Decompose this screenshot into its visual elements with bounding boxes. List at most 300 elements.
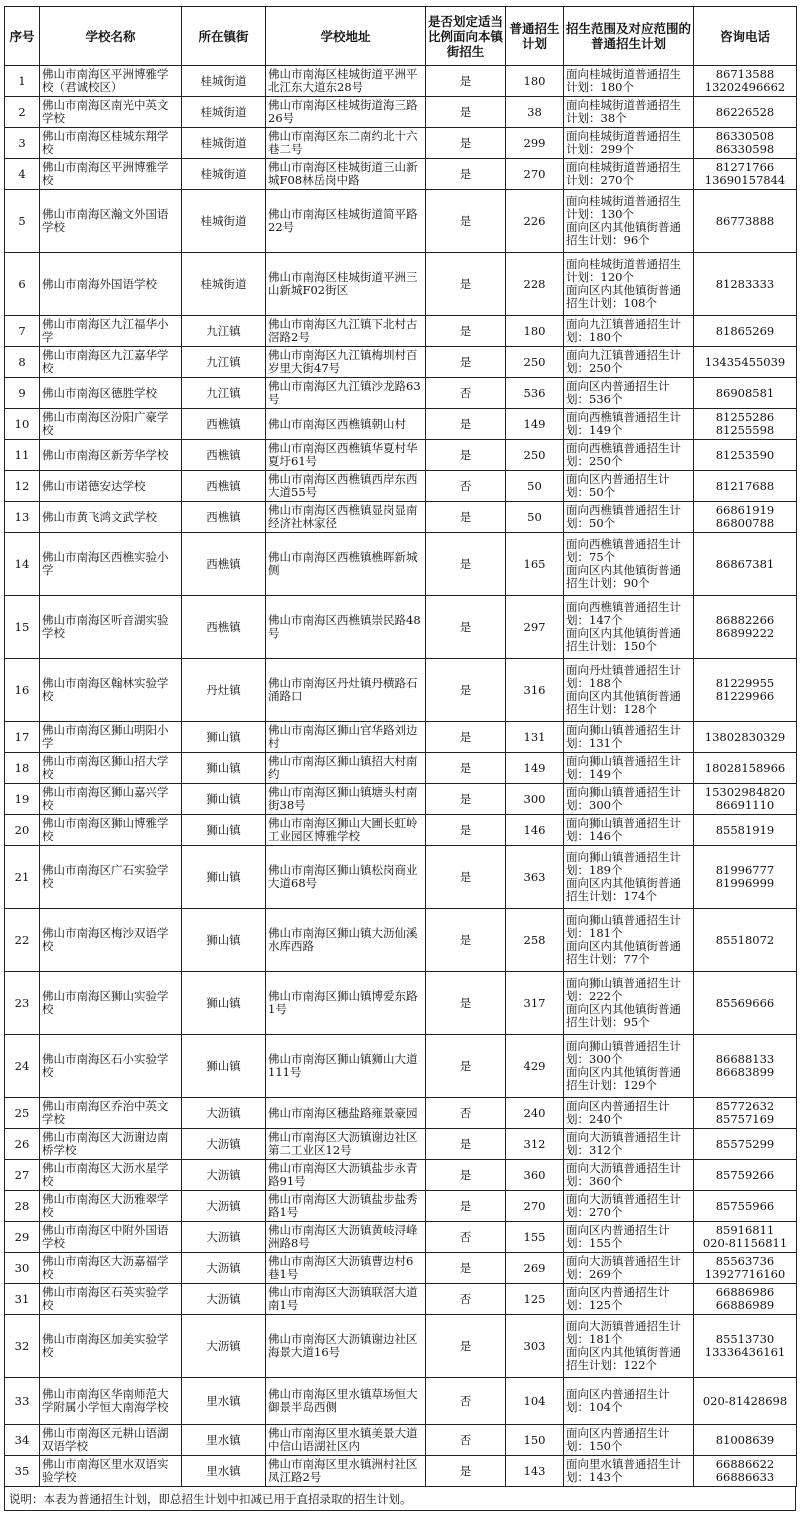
school-town: 大沥镇: [182, 1315, 266, 1378]
school-plan: 50: [506, 502, 564, 533]
row-no: 15: [5, 596, 40, 659]
row-no: 1: [5, 66, 40, 97]
school-plan: 50: [506, 471, 564, 502]
school-phone: 66886622 66886633: [694, 1456, 797, 1487]
school-scope: 面向大沥镇普通招生计划：181个 面向区内其他镇街普通招生计划：122个: [564, 1315, 694, 1378]
header-plan: 普通招生计划: [506, 7, 564, 66]
school-scope: 面向西樵镇普通招生计划：147个 面向区内其他镇街普通招生计划：150个: [564, 596, 694, 659]
row-no: 3: [5, 128, 40, 159]
school-address: 佛山市南海区大沥镇曹边村6巷1号: [266, 1253, 426, 1284]
school-name: 佛山市南海外国语学校: [40, 253, 182, 316]
school-ratio: 是: [426, 846, 506, 909]
school-town: 里水镇: [182, 1425, 266, 1456]
school-phone: 86713588 13202496662: [694, 66, 797, 97]
school-name: 佛山市南海区德胜学校: [40, 378, 182, 409]
school-phone: 66861919 86800788: [694, 502, 797, 533]
school-address: 佛山市南海区丹灶镇丹横路石涌路口: [266, 659, 426, 722]
school-phone: 81283333: [694, 253, 797, 316]
school-phone: 85563736 13927716160: [694, 1253, 797, 1284]
school-plan: 228: [506, 253, 564, 316]
school-address: 佛山市南海区里水镇洲村社区凤江路2号: [266, 1456, 426, 1487]
school-scope: 面向狮山镇普通招生计划：146个: [564, 815, 694, 846]
school-name: 佛山市南海区广石实验学校: [40, 846, 182, 909]
table-row: [5, 659, 797, 722]
school-phone: 13435455039: [694, 347, 797, 378]
table-row: [5, 1284, 797, 1315]
school-ratio: 是: [426, 784, 506, 815]
school-plan: 536: [506, 378, 564, 409]
school-name: 佛山市南海区平洲博雅学校: [40, 159, 182, 190]
school-name: 佛山市南海区狮山实验学校: [40, 972, 182, 1035]
school-address: 佛山市南海区大沥镇黄岐浔峰洲路8号: [266, 1222, 426, 1253]
school-town: 狮山镇: [182, 815, 266, 846]
school-name: 佛山市南海区石小实验学校: [40, 1035, 182, 1098]
header-town: 所在镇街: [182, 7, 266, 66]
school-town: 狮山镇: [182, 784, 266, 815]
school-address: 佛山市南海区桂城街道平洲平北江东大道东28号: [266, 66, 426, 97]
school-address: 佛山市南海区大沥镇盐步盐秀路1号: [266, 1191, 426, 1222]
school-phone: 81008639: [694, 1425, 797, 1456]
school-name: 佛山市南海区翰林实验学校: [40, 659, 182, 722]
school-town: 桂城街道: [182, 159, 266, 190]
school-address: 佛山市南海区九江镇沙龙路63号: [266, 378, 426, 409]
school-scope: 面向西樵镇普通招生计划：149个: [564, 409, 694, 440]
school-address: 佛山市南海区狮山镇大沥仙溪水库西路: [266, 909, 426, 972]
row-no: 34: [5, 1425, 40, 1456]
school-town: 狮山镇: [182, 722, 266, 753]
row-no: 24: [5, 1035, 40, 1098]
school-town: 九江镇: [182, 378, 266, 409]
school-address: 佛山市南海区狮山官华路刘边村: [266, 722, 426, 753]
school-plan: 165: [506, 533, 564, 596]
table-row: [5, 909, 797, 972]
school-name: 佛山市南海区新芳华学校: [40, 440, 182, 471]
school-name: 佛山市南海区华南师范大学附属小学恒大南海学校: [40, 1378, 182, 1425]
school-plan: 299: [506, 128, 564, 159]
school-scope: 面向大沥镇普通招生计划：360个: [564, 1160, 694, 1191]
school-scope: 面向桂城街道普通招生计划：180个: [564, 66, 694, 97]
row-no: 14: [5, 533, 40, 596]
row-no: 27: [5, 1160, 40, 1191]
table-row: [5, 1098, 797, 1129]
school-scope: 面向西樵镇普通招生计划：50个: [564, 502, 694, 533]
school-name: 佛山市南海区九江福华小学: [40, 316, 182, 347]
school-town: 西樵镇: [182, 471, 266, 502]
school-address: 佛山市南海区桂城街道三山新城F08林岳岗中路: [266, 159, 426, 190]
row-no: 2: [5, 97, 40, 128]
school-ratio: 是: [426, 533, 506, 596]
school-phone: 81255286 81255598: [694, 409, 797, 440]
school-scope: 面向区内普通招生计划：104个: [564, 1378, 694, 1425]
school-phone: 85513730 13336436161: [694, 1315, 797, 1378]
school-scope: 面向丹灶镇普通招生计划：188个 面向区内其他镇街普通招生计划：128个: [564, 659, 694, 722]
row-no: 33: [5, 1378, 40, 1425]
school-town: 里水镇: [182, 1378, 266, 1425]
school-ratio: 否: [426, 1378, 506, 1425]
school-plan: 258: [506, 909, 564, 972]
school-ratio: 是: [426, 1253, 506, 1284]
school-plan: 269: [506, 1253, 564, 1284]
school-scope: 面向狮山镇普通招生计划：300个 面向区内其他镇街普通招生计划：129个: [564, 1035, 694, 1098]
table-row: [5, 66, 797, 97]
school-phone: 85575299: [694, 1129, 797, 1160]
row-no: 30: [5, 1253, 40, 1284]
school-address: 佛山市南海区西樵镇显岗显南经济社林家径: [266, 502, 426, 533]
school-ratio: 是: [426, 1191, 506, 1222]
school-plan: 149: [506, 753, 564, 784]
school-address: 佛山市南海区桂城街道简平路22号: [266, 190, 426, 253]
school-town: 大沥镇: [182, 1160, 266, 1191]
school-phone: 86773888: [694, 190, 797, 253]
row-no: 29: [5, 1222, 40, 1253]
school-scope: 面向桂城街道普通招生计划：38个: [564, 97, 694, 128]
school-town: 桂城街道: [182, 128, 266, 159]
school-scope: 面向区内普通招生计划：150个: [564, 1425, 694, 1456]
school-ratio: 是: [426, 596, 506, 659]
school-town: 丹灶镇: [182, 659, 266, 722]
school-phone: 86882266 86899222: [694, 596, 797, 659]
school-scope: 面向九江镇普通招生计划：180个: [564, 316, 694, 347]
school-plan: 250: [506, 440, 564, 471]
school-scope: 面向西樵镇普通招生计划：250个: [564, 440, 694, 471]
table-row: [5, 1378, 797, 1425]
school-address: 佛山市南海区西樵镇华夏村华夏圩61号: [266, 440, 426, 471]
header-scope: 招生范围及对应范围的普通招生计划: [564, 7, 694, 66]
table-row: [5, 440, 797, 471]
school-ratio: 是: [426, 440, 506, 471]
school-name: 佛山市南海区听音湖实验学校: [40, 596, 182, 659]
school-town: 大沥镇: [182, 1098, 266, 1129]
school-plan: 270: [506, 1191, 564, 1222]
school-address: 佛山市南海区九江镇下北村古滘路2号: [266, 316, 426, 347]
school-town: 九江镇: [182, 316, 266, 347]
school-phone: 85518072: [694, 909, 797, 972]
school-scope: 面向区内普通招生计划：155个: [564, 1222, 694, 1253]
row-no: 21: [5, 846, 40, 909]
school-phone: 86226528: [694, 97, 797, 128]
header-ratio: 是否划定适当比例面向本镇街招生: [426, 7, 506, 66]
row-no: 10: [5, 409, 40, 440]
row-no: 32: [5, 1315, 40, 1378]
row-no: 22: [5, 909, 40, 972]
school-town: 九江镇: [182, 347, 266, 378]
table-row: [5, 1160, 797, 1191]
school-name: 佛山市南海区中附外国语学校: [40, 1222, 182, 1253]
school-phone: 86330508 86330598: [694, 128, 797, 159]
school-town: 西樵镇: [182, 409, 266, 440]
school-ratio: 是: [426, 659, 506, 722]
row-no: 25: [5, 1098, 40, 1129]
school-name: 佛山市黄飞鸿文武学校: [40, 502, 182, 533]
school-town: 狮山镇: [182, 846, 266, 909]
table-row: [5, 128, 797, 159]
school-name: 佛山市南海区大沥雅翠学校: [40, 1191, 182, 1222]
school-scope: 面向区内普通招生计划：50个: [564, 471, 694, 502]
school-phone: 85759266: [694, 1160, 797, 1191]
row-no: 16: [5, 659, 40, 722]
school-phone: 81253590: [694, 440, 797, 471]
school-plan: 146: [506, 815, 564, 846]
school-ratio: 是: [426, 1035, 506, 1098]
school-name: 佛山市南海区大沥谢边南桥学校: [40, 1129, 182, 1160]
table-row: [5, 409, 797, 440]
row-no: 12: [5, 471, 40, 502]
school-plan: 316: [506, 659, 564, 722]
row-no: 8: [5, 347, 40, 378]
school-town: 桂城街道: [182, 253, 266, 316]
header-phone: 咨询电话: [694, 7, 797, 66]
school-town: 大沥镇: [182, 1253, 266, 1284]
table-row: [5, 784, 797, 815]
school-phone: 86908581: [694, 378, 797, 409]
table-row: [5, 471, 797, 502]
school-ratio: 是: [426, 1456, 506, 1487]
school-name: 佛山市南海区狮山博雅学校: [40, 815, 182, 846]
school-name: 佛山市南海区里水双语实验学校: [40, 1456, 182, 1487]
school-ratio: 是: [426, 753, 506, 784]
school-address: 佛山市南海区东二南约北十六巷二号: [266, 128, 426, 159]
school-scope: 面向狮山镇普通招生计划：149个: [564, 753, 694, 784]
table-row: [5, 159, 797, 190]
school-ratio: 是: [426, 347, 506, 378]
school-address: 佛山市南海区九江镇梅圳村百岁里大街47号: [266, 347, 426, 378]
school-ratio: 是: [426, 190, 506, 253]
row-no: 6: [5, 253, 40, 316]
school-name: 佛山市南海区大沥水星学校: [40, 1160, 182, 1191]
row-no: 23: [5, 972, 40, 1035]
school-town: 西樵镇: [182, 533, 266, 596]
school-address: 佛山市南海区狮山镇招大村南约: [266, 753, 426, 784]
table-row: [5, 533, 797, 596]
school-name: 佛山市南海区瀚文外国语学校: [40, 190, 182, 253]
school-ratio: 是: [426, 1160, 506, 1191]
school-scope: 面向狮山镇普通招生计划：181个 面向区内其他镇街普通招生计划：77个: [564, 909, 694, 972]
school-phone: 81217688: [694, 471, 797, 502]
school-address: 佛山市南海区大沥镇谢边社区海景大道16号: [266, 1315, 426, 1378]
school-ratio: 否: [426, 1425, 506, 1456]
table-row: [5, 1253, 797, 1284]
school-ratio: 否: [426, 1098, 506, 1129]
school-scope: 面向区内普通招生计划：536个: [564, 378, 694, 409]
school-name: 佛山市南海区汾阳广豪学校: [40, 409, 182, 440]
school-town: 狮山镇: [182, 1035, 266, 1098]
school-phone: 81865269: [694, 316, 797, 347]
school-phone: 86867381: [694, 533, 797, 596]
row-no: 5: [5, 190, 40, 253]
row-no: 28: [5, 1191, 40, 1222]
school-phone: 81229955 81229966: [694, 659, 797, 722]
school-scope: 面向西樵镇普通招生计划：75个 面向区内其他镇街普通招生计划：90个: [564, 533, 694, 596]
school-address: 佛山市南海区大沥镇谢边社区第二工业区12号: [266, 1129, 426, 1160]
school-plan: 429: [506, 1035, 564, 1098]
table-row: [5, 722, 797, 753]
table-row: [5, 1425, 797, 1456]
school-address: 佛山市南海区狮山镇博爱东路1号: [266, 972, 426, 1035]
table-row: [5, 253, 797, 316]
school-name: 佛山市南海区狮山招大学校: [40, 753, 182, 784]
table-row: [5, 347, 797, 378]
school-town: 西樵镇: [182, 502, 266, 533]
table-row: [5, 846, 797, 909]
school-ratio: 是: [426, 409, 506, 440]
table-row: [5, 1315, 797, 1378]
school-phone: 18028158966: [694, 753, 797, 784]
school-ratio: 是: [426, 502, 506, 533]
school-ratio: 是: [426, 159, 506, 190]
school-town: 桂城街道: [182, 190, 266, 253]
school-plan: 149: [506, 409, 564, 440]
row-no: 4: [5, 159, 40, 190]
school-scope: 面向狮山镇普通招生计划：222个 面向区内其他镇街普通招生计划：95个: [564, 972, 694, 1035]
school-scope: 面向狮山镇普通招生计划：131个: [564, 722, 694, 753]
school-ratio: 是: [426, 253, 506, 316]
school-phone: 66886986 66886989: [694, 1284, 797, 1315]
school-name: 佛山市南海区西樵实验小学: [40, 533, 182, 596]
row-no: 19: [5, 784, 40, 815]
school-scope: 面向桂城街道普通招生计划：270个: [564, 159, 694, 190]
school-name: 佛山市南海区南光中英文学校: [40, 97, 182, 128]
school-scope: 面向里水镇普通招生计划：143个: [564, 1456, 694, 1487]
table-row: [5, 1456, 797, 1487]
school-phone: 85755966: [694, 1191, 797, 1222]
row-no: 11: [5, 440, 40, 471]
school-scope: 面向区内普通招生计划：240个: [564, 1098, 694, 1129]
school-scope: 面向桂城街道普通招生计划：130个 面向区内其他镇街普通招生计划：96个: [564, 190, 694, 253]
school-plan: 303: [506, 1315, 564, 1378]
table-header-row: [5, 7, 797, 66]
school-ratio: 是: [426, 909, 506, 972]
school-scope: 面向大沥镇普通招生计划：312个: [564, 1129, 694, 1160]
school-address: 佛山市南海区狮山镇狮山大道111号: [266, 1035, 426, 1098]
school-ratio: 否: [426, 1222, 506, 1253]
school-ratio: 否: [426, 378, 506, 409]
school-plan: 240: [506, 1098, 564, 1129]
school-town: 桂城街道: [182, 66, 266, 97]
school-town: 里水镇: [182, 1456, 266, 1487]
school-address: 佛山市南海区大沥镇盐步永青路91号: [266, 1160, 426, 1191]
row-no: 26: [5, 1129, 40, 1160]
school-scope: 面向桂城街道普通招生计划：120个 面向区内其他镇街普通招生计划：108个: [564, 253, 694, 316]
school-town: 西樵镇: [182, 596, 266, 659]
table-row: [5, 378, 797, 409]
table-row: [5, 1129, 797, 1160]
table-row: [5, 972, 797, 1035]
school-ratio: 是: [426, 1315, 506, 1378]
school-phone: 15302984820 86691110: [694, 784, 797, 815]
school-name: 佛山市南海区乔治中英文学校: [40, 1098, 182, 1129]
school-address: 佛山市南海区狮山镇塘头村南街38号: [266, 784, 426, 815]
table-row: [5, 97, 797, 128]
school-plan: 317: [506, 972, 564, 1035]
school-town: 大沥镇: [182, 1284, 266, 1315]
school-name: 佛山市南海区狮山明阳小学: [40, 722, 182, 753]
school-address: 佛山市南海区狮山大圃长虹岭工业园区博雅学校: [266, 815, 426, 846]
school-phone: 85772632 85757169: [694, 1098, 797, 1129]
school-scope: 面向大沥镇普通招生计划：269个: [564, 1253, 694, 1284]
school-phone: 85581919: [694, 815, 797, 846]
school-ratio: 是: [426, 1129, 506, 1160]
school-phone: 85569666: [694, 972, 797, 1035]
school-town: 狮山镇: [182, 753, 266, 784]
school-address: 佛山市南海区西樵镇崇民路48号: [266, 596, 426, 659]
school-plan: 226: [506, 190, 564, 253]
table-row: [5, 753, 797, 784]
school-town: 大沥镇: [182, 1129, 266, 1160]
school-address: 佛山市南海区桂城街道平洲三山新城F02街区: [266, 253, 426, 316]
school-name: 佛山市南海区九江嘉华学校: [40, 347, 182, 378]
header-no: 序号: [5, 7, 40, 66]
school-scope: 面向桂城街道普通招生计划：299个: [564, 128, 694, 159]
header-address: 学校地址: [266, 7, 426, 66]
table-body: [5, 66, 797, 1487]
school-scope: 面向大沥镇普通招生计划：270个: [564, 1191, 694, 1222]
school-name: 佛山市南海区加美实验学校: [40, 1315, 182, 1378]
school-ratio: 是: [426, 316, 506, 347]
school-plan: 250: [506, 347, 564, 378]
table-row: [5, 596, 797, 659]
table-note: 说明：本表为普通招生计划，即总招生计划中扣减已用于直招录取的招生计划。: [4, 1487, 796, 1511]
school-phone: 86688133 86683899: [694, 1035, 797, 1098]
school-plan: 360: [506, 1160, 564, 1191]
school-plan: 180: [506, 66, 564, 97]
school-scope: 面向九江镇普通招生计划：250个: [564, 347, 694, 378]
school-plan: 312: [506, 1129, 564, 1160]
school-name: 佛山市南海区平洲博雅学校（君诚校区）: [40, 66, 182, 97]
school-ratio: 是: [426, 722, 506, 753]
school-address: 佛山市南海区里水镇草场恒大御景半岛西侧: [266, 1378, 426, 1425]
school-town: 西樵镇: [182, 440, 266, 471]
school-plan: 300: [506, 784, 564, 815]
school-address: 佛山市南海区狮山镇松岗商业大道68号: [266, 846, 426, 909]
school-plan: 150: [506, 1425, 564, 1456]
row-no: 7: [5, 316, 40, 347]
row-no: 17: [5, 722, 40, 753]
school-phone: 020-81428698: [694, 1378, 797, 1425]
school-phone: 85916811 020-81156811: [694, 1222, 797, 1253]
school-address: 佛山市南海区桂城街道海三路26号: [266, 97, 426, 128]
school-phone: 13802830329: [694, 722, 797, 753]
school-ratio: 是: [426, 972, 506, 1035]
school-town: 桂城街道: [182, 97, 266, 128]
school-name: 佛山市南海区梅沙双语学校: [40, 909, 182, 972]
school-plan: 297: [506, 596, 564, 659]
school-ratio: 否: [426, 1284, 506, 1315]
school-address: 佛山市南海区西樵镇西岸东西大道55号: [266, 471, 426, 502]
school-plan: 270: [506, 159, 564, 190]
school-town: 大沥镇: [182, 1191, 266, 1222]
school-phone: 81271766 13690157844: [694, 159, 797, 190]
school-town: 大沥镇: [182, 1222, 266, 1253]
row-no: 9: [5, 378, 40, 409]
table-row: [5, 502, 797, 533]
school-ratio: 是: [426, 815, 506, 846]
school-plan: 38: [506, 97, 564, 128]
school-plan: 104: [506, 1378, 564, 1425]
school-town: 狮山镇: [182, 972, 266, 1035]
table-row: [5, 190, 797, 253]
school-address: 佛山市南海区里水镇美景大道中信山语湖社区内: [266, 1425, 426, 1456]
school-plan: 180: [506, 316, 564, 347]
school-plan: 155: [506, 1222, 564, 1253]
row-no: 20: [5, 815, 40, 846]
header-school-name: 学校名称: [40, 7, 182, 66]
table-row: [5, 316, 797, 347]
row-no: 35: [5, 1456, 40, 1487]
school-ratio: 否: [426, 471, 506, 502]
school-ratio: 是: [426, 128, 506, 159]
school-scope: 面向狮山镇普通招生计划：189个 面向区内其他镇街普通招生计划：174个: [564, 846, 694, 909]
row-no: 18: [5, 753, 40, 784]
